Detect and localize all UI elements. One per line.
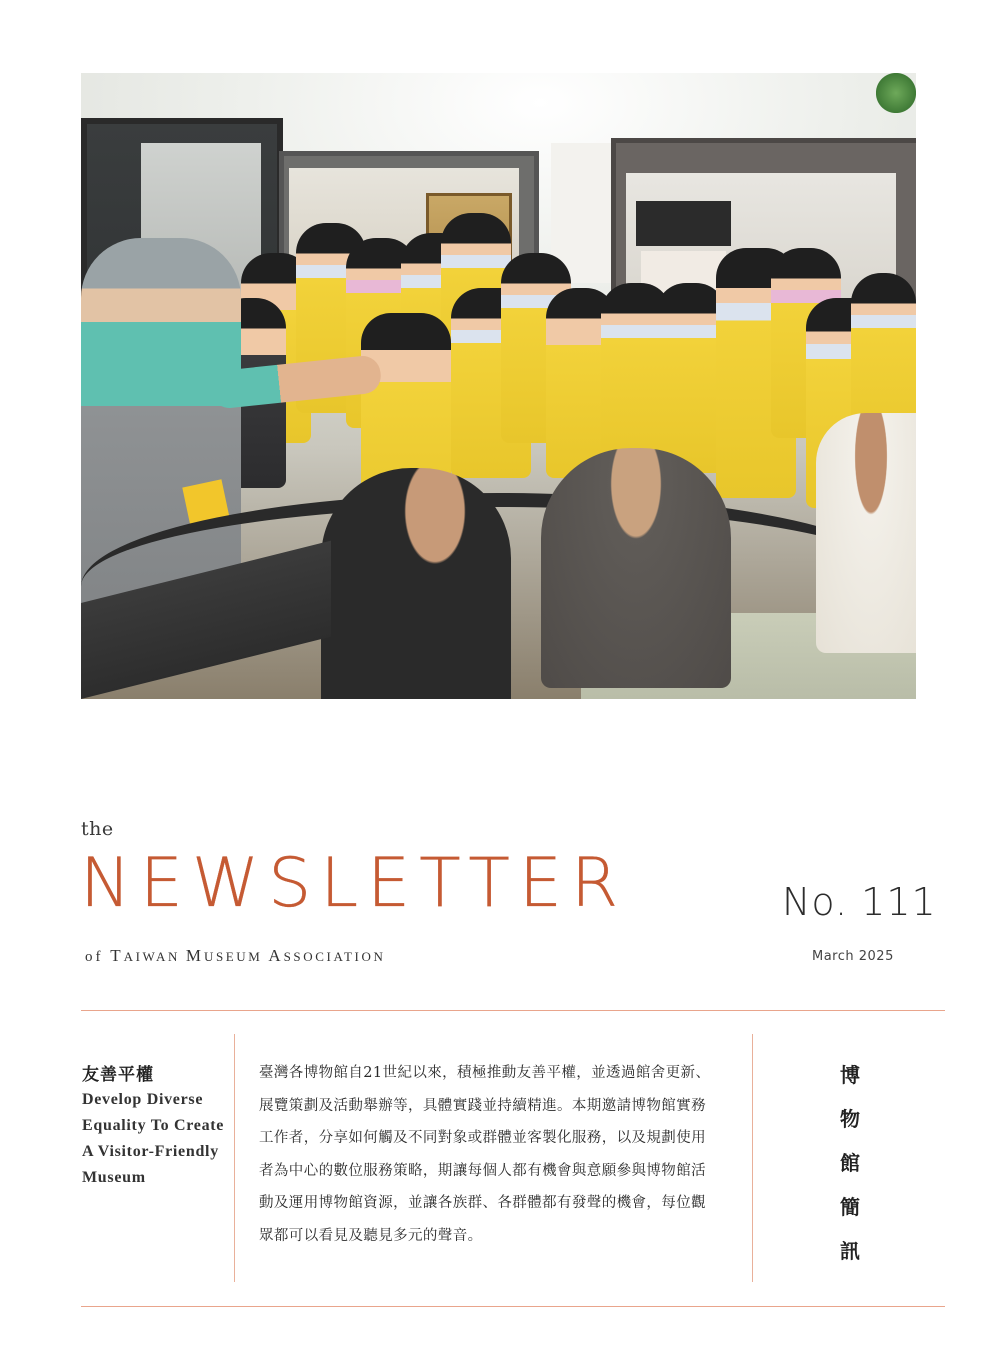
body-line: 者為中心的數位服務策略，期讓每個人都有機會與意願參與博物館活 [259, 1162, 706, 1179]
topic-en-line: A Visitor-Friendly [82, 1143, 219, 1160]
vertical-title-char: 簡 [840, 1195, 860, 1219]
subtitle-aiwan: AIWAN [123, 949, 186, 964]
vertical-title-char: 博 [840, 1063, 860, 1087]
body-line: 動及運用博物館資源，並讓各族群、各群體都有發聲的機會，每位觀 [259, 1195, 706, 1211]
body-line: 眾都可以看見及聽見多元的聲音。 [259, 1227, 483, 1244]
photo-wax-figure [541, 448, 731, 688]
body-line: 臺灣各博物館自21世紀以來，積極推動友善平權，並透過館舍更新、 [259, 1065, 711, 1081]
topic-title-zh: 友善平權 [82, 1065, 154, 1085]
topic-en-line: Develop Diverse [82, 1091, 204, 1108]
left-column-divider [234, 1034, 235, 1282]
subtitle-useum: USEUM [203, 949, 269, 964]
photo-wax-figure [816, 413, 916, 653]
photo-exhibit-sign [636, 201, 731, 246]
subtitle-cap-a: A [268, 946, 284, 965]
vertical-title-char: 館 [840, 1151, 860, 1175]
body-line: 展覽策劃及活動舉辦等，具體實踐並持續精進。本期邀請博物館實務 [259, 1097, 706, 1114]
issue-number: No. 111 [782, 880, 937, 924]
masthead-subtitle [85, 946, 385, 966]
body-line: 工作者，分享如何觸及不同對象或群體並客製化服務，以及規劃使用 [259, 1130, 706, 1146]
photo-plant [876, 73, 916, 113]
vertical-publication-title [835, 1060, 865, 1280]
subtitle-ssociation: SSOCIATION [283, 949, 386, 964]
cover-photo [81, 73, 916, 699]
topic-title-en [82, 1087, 232, 1191]
topic-en-line: Equality To Create [82, 1117, 225, 1134]
topic-en-line: Museum [82, 1169, 146, 1186]
bottom-divider [81, 1306, 945, 1307]
right-column-divider [752, 1034, 753, 1282]
subtitle-cap-t: T [110, 946, 124, 965]
vertical-title-char: 訊 [840, 1239, 860, 1263]
masthead-title: NEWSLETTER [80, 844, 628, 923]
top-divider [81, 1010, 945, 1011]
subtitle-cap-m: M [185, 946, 204, 965]
vertical-title-char: 物 [840, 1107, 860, 1131]
subtitle-of: of [85, 949, 111, 965]
article-body [259, 1057, 729, 1252]
photo-wax-figure [321, 468, 511, 699]
masthead-the: the [81, 818, 114, 840]
issue-date: March 2025 [812, 949, 894, 964]
